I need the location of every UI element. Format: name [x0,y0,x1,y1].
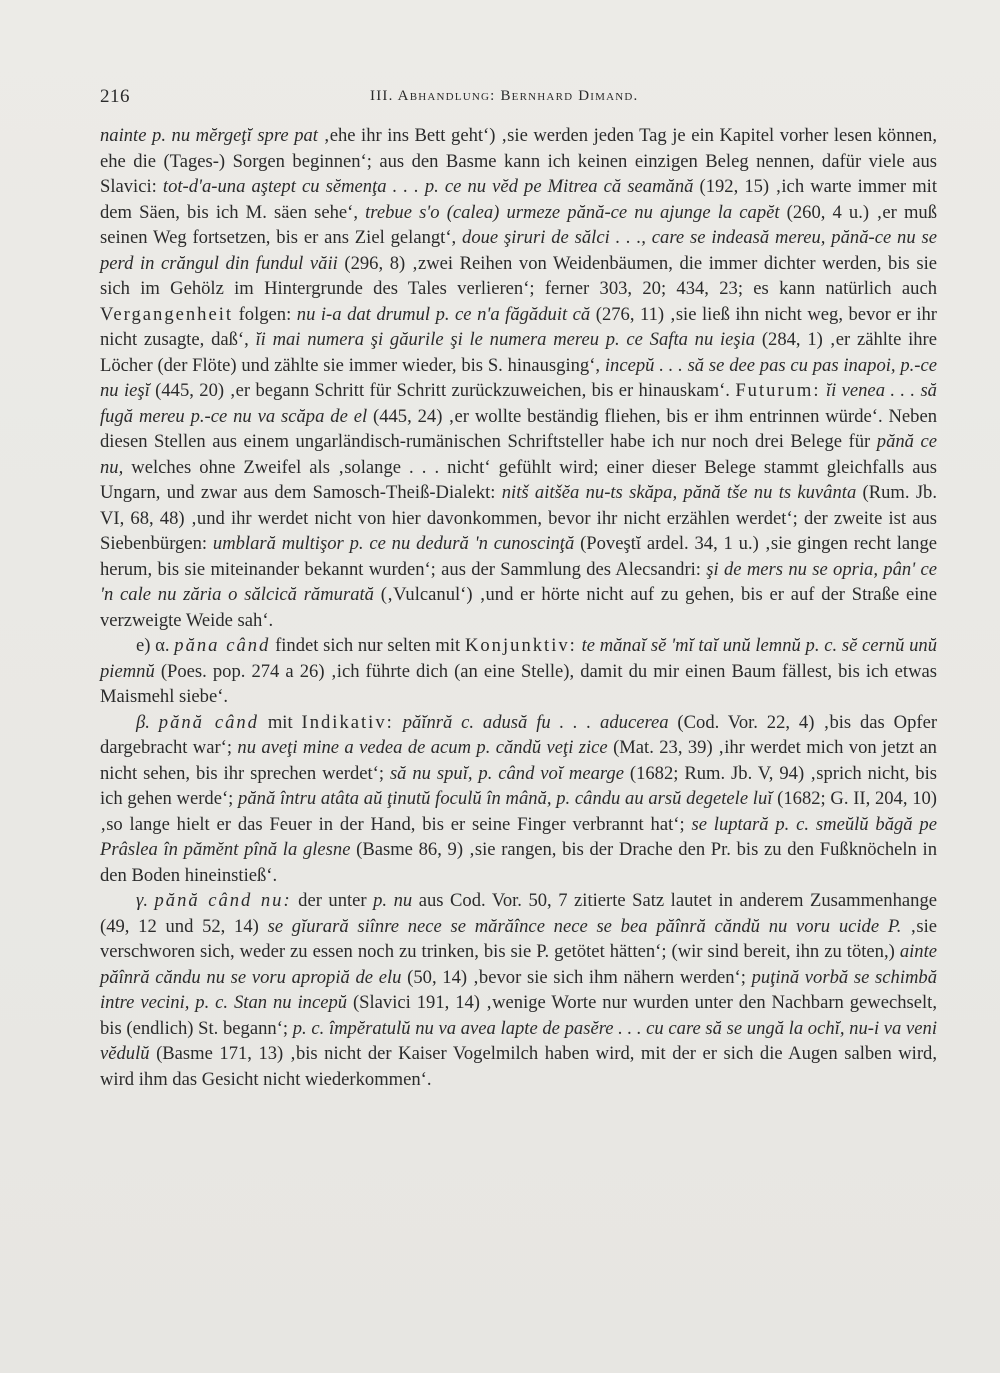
text-run: (296, 8) ‚zwei Reihen von Weidenbäumen, die immer dichter werden, bis sie sich im Gehölz im Hintergrunde des Tales verlieren‘; ferner 303, 20; 434, 23; es kann natürlich auch [100,252,937,299]
text-run: ‚sie verschworen sich, weder zu essen noch zu trinken, bis sie P. getötet hätten‘; (wir sind bereit, ihn zu töten,) [100,915,938,962]
text-run: (260, 4 u.) ‚er muß seinen Weg fortsetzen, bis er ans Ziel gelangt‘, [100,201,937,248]
text-run: der unter [291,890,374,911]
italic-run: nu aveţi mine a vedea de acum p. căndŭ veţi zice [237,737,608,758]
italic-run: doue şiruri de sălci . . ., care se indeasă mereu, pănă-ce nu se perd in crăngul din fundul văii [100,227,937,274]
italic-run: γ. [136,890,155,911]
text-run [394,712,403,733]
text-run: findet sich nur selten mit [270,635,465,656]
text-run: (Poes. pop. 274 a 26) ‚ich führte dich (an eine Stelle), damit du mir einen Baum fällest, bis ich etwas Maismehl siebe‘. [100,660,937,707]
italic-run: pănă ce nu, [100,431,938,478]
text-run: (Basme 86, 9) ‚sie rangen, bis der Drache den Pr. bis zu den Fußknöcheln in den Boden hineinstieß‘. [100,839,937,886]
text-run: ‚ehe ihr ins Bett geht‘) ‚sie werden jeden Tag je ein Kapitel vorher lesen können, ehe die (Tages-) Sorgen beginnen‘; aus den Basme kann ich keinen einzigen Beleg nennen, dafür viele aus Slavici: [100,125,937,197]
text-run: (192, 15) ‚ich warte immer mit dem Säen, bis ich M. säen sehe‘, [100,176,937,223]
text-run: mit [258,711,302,733]
running-head: III. Abhandlung: Bernhard Dimand. [370,88,639,104]
text-run: (445, 24) ‚er wollte beständig fliehen, bis er ihm entrinnen würde‘. Neben diesen Stellen aus einem ungarländisch-rumänischen Schriftsteller habe ich nur noch drei Belege für [100,405,937,452]
italic-run: pănă întru atâta aŭ ţinutŭ foculŭ în mână, p. cându au arsŭ degetele luĭ [238,788,773,809]
text-run: (1682; G. II, 204, 10) ‚so lange hielt er das Feuer in der Hand, bis er seine Finger verbrannt hat‘; [100,788,937,835]
italic-run: nainte p. nu mĕrgeţĭ spre pat [100,125,318,146]
italic-run: nitš aitšĕa nu-ts skăpa, pănă tše nu ts kuvânta [501,482,857,503]
italic-run: pănă când [158,711,259,733]
italic-run: nu i-a dat drumul p. ce n'a făgăduit că [296,303,591,325]
text-run: aus Cod. Vor. 50, 7 zitierte Satz lautet in anderem Zusammenhange (49, 12 und 52, 14) [100,890,937,937]
spaced-run: Konjunktiv: [464,635,577,656]
paragraph [100,123,937,633]
italic-run: trebue s'o (calea) urmeze pănă-ce nu ajunge la capĕt [365,201,780,223]
body-text [100,123,937,1092]
text-run: (50, 14) ‚bevor sie sich ihm nähern werden‘; [401,966,752,988]
paragraph [100,633,937,710]
italic-run: te mănaĭ sĕ 'mĭ taĭ unŭ lemnŭ p. c. sĕ cernŭ unŭ piemnŭ [100,635,937,682]
spaced-run: Futurum: [735,380,821,401]
spaced-run: Indikativ: [301,711,394,733]
paragraph [100,888,937,1092]
italic-run: pănă când nu: [154,890,292,911]
text-run: (‚Vulcanul‘) ‚und er hörte nicht auf zu gehen, bis er auf der Straße eine verzweigte Weide sah‘. [100,584,937,631]
italic-run: puţină vorbă se schimbă intre vecini, p. c. Stan nu incepŭ [100,966,938,1013]
italic-run: p. nu [373,890,413,911]
italic-run: păĭnră c. adusă fu . . . aducerea [402,711,669,733]
italic-run: se luptară p. c. smeŭlŭ băgă pe Prâslea în pămĕnt pînă la glesne [100,813,937,860]
text-run: (Rum. Jb. VI, 68, 48) ‚und ihr werdet nicht von hier davonkommen, bevor ihr nicht erzählen werdet‘; der zweite ist aus Siebenbürgen: [100,482,938,554]
text-run: (Basme 171, 13) ‚bis nicht der Kaiser Vogelmilch haben wird, mit der er sich die Augen salben wird, wird ihm das Gesicht nicht wiederkommen‘. [100,1043,937,1090]
italic-run: ĭi venea . . . să fugă mereu p.-ce nu va scăpa de el [100,380,937,427]
italic-run: să nu spuĭ, p. când voĭ mearge [389,762,624,784]
page-header [100,86,937,114]
italic-run: incepŭ . . . să se dee pas cu pas inapoi, p.-ce nu ieşĭ [100,354,937,401]
italic-run: β. [136,711,159,733]
text-run: (276, 11) ‚sie ließ ihn nicht weg, bevor er ihr nicht zusagte, daß‘, [100,303,937,350]
spaced-run: Vergangenheit [100,303,234,325]
text-run: (Poveştĭ ardel. 34, 1 u.) ‚sie gingen recht lange herum, bis sie miteinander bekannt wurden‘; aus der Sammlung des Alecsandri: [100,533,937,580]
italic-run: ainte păînră căndu nu se voru apropiă de elu [100,941,937,988]
text-run: welches ohne Zweifel als ‚solange . . . nicht‘ gefühlt wird; einer dieser Belege stammt gleichfalls aus Ungarn, und zwar aus dem Samosch-Theiß-Dialekt: [100,456,937,503]
italic-run: se gĭurară siînre nece se mărăînce nece se bea păînră căndŭ nu voru ucide P. [267,915,902,937]
paragraph [100,710,937,889]
text-run: (445, 20) ‚er begann Schritt für Schritt zurückzuweichen, bis er hinauskam‘. [149,380,736,401]
text-run: (284, 1) ‚er zählte ihre Löcher (der Flöte) und zählte sie immer wieder, bis S. hinausging‘, [100,329,937,376]
page-number: 216 [100,86,130,107]
text-run: folgen: [233,303,297,325]
italic-run: tot-d'a-una aştept cu sĕmenţa . . . p. ce nu vĕd pe Mitrea că seamănă [162,176,694,197]
italic-run: ĭi mai numera şi găurile şi le numera mereu p. ce Safta nu ieşia [255,329,756,350]
italic-run: păna când [174,635,271,656]
text-run: (Mat. 23, 39) ‚ihr werdet mich von jetzt an nicht sehen, bis ihr sprechen werdet‘; [100,737,937,784]
italic-run: umblară multişor p. ce nu dedură 'n cunoscinţă [212,533,575,554]
text-run: (Slavici 191, 14) ‚wenige Worte nur wurden unter den Nachbarn gewechselt, bis (endlich) St. begann‘; [100,992,937,1039]
text-run: e) α. [136,635,175,656]
text-run: (Cod. Vor. 22, 4) ‚bis das Opfer dargebracht war‘; [100,711,938,758]
text-run: (1682; Rum. Jb. V, 94) ‚sprich nicht, bis ich gehen werde‘; [100,762,937,809]
italic-run: şi de mers nu se opria, pân' ce 'n cale nu zăria o sălcică rămurată [100,558,937,605]
italic-run: p. c. împĕratulŭ nu va avea lapte de pasĕre . . . cu care să se ungă la ochĭ, nu-i va veni vĕdulŭ [100,1017,937,1064]
